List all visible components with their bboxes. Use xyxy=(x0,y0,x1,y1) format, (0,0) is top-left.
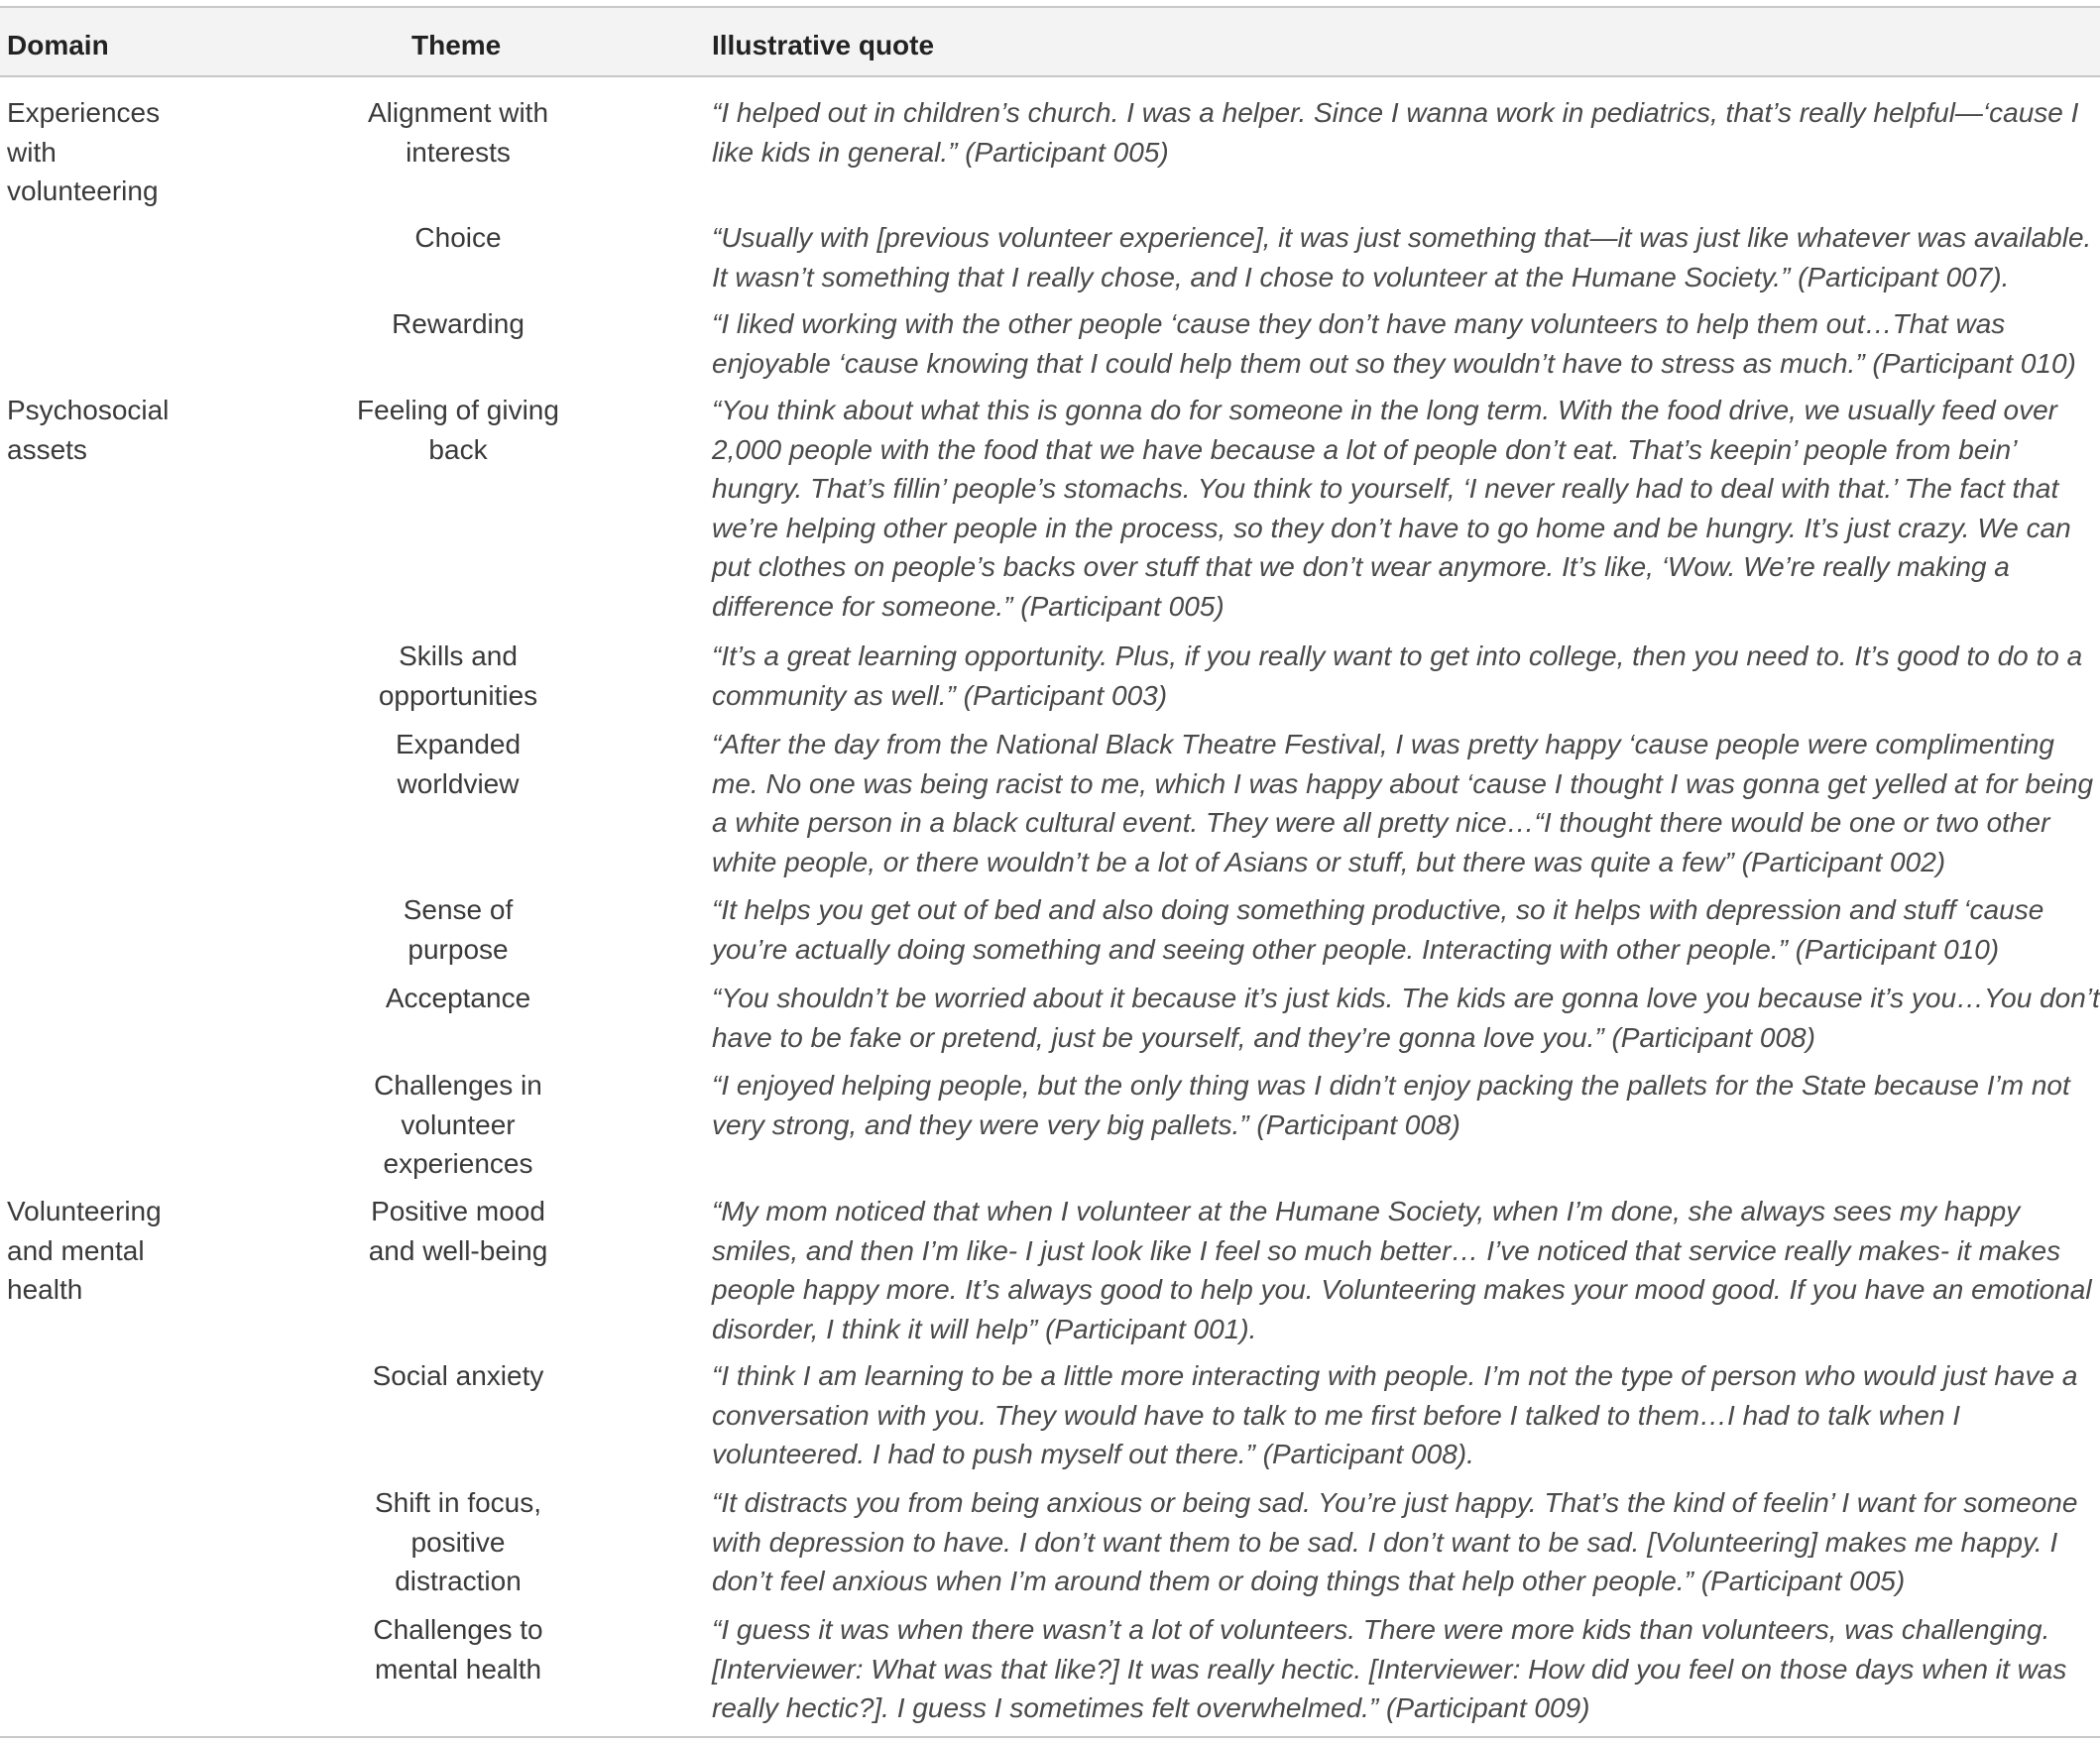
quote-cell: “I liked working with the other people ‘cause they don’t have many volunteers to help them out…That was enjoyable ‘cause knowing that I could help them out so they wouldn’t have to stress as much.” (Participant 010) xyxy=(712,308,2076,379)
top-rule xyxy=(0,6,2100,8)
theme-cell: Feeling of giving back xyxy=(357,395,559,465)
theme-cell: Social anxiety xyxy=(372,1360,544,1391)
quote-cell: “I enjoyed helping people, but the only thing was I didn’t enjoy packing the pallets for the State because I’m not very strong, and they were very big pallets.” (Participant 008) xyxy=(712,1070,2070,1140)
quote-cell: “I think I am learning to be a little more interacting with people. I’m not the type of person who would just have a conversation with you. They would have to talk to me first before I talked to them…I had to talk when I volunteered. I had to push myself out there.” (Participant 008). xyxy=(712,1360,2078,1469)
quote-cell: “It distracts you from being anxious or being sad. You’re just happy. That’s the kind of feelin’ I want for someone with depression to have. I don’t want them to be sad. I don’t want to be sad. [Volunteering] makes me happy. I don’t feel anxious when I’m around them or doing things that help other people.” (Participant 005) xyxy=(712,1487,2078,1596)
header-rule xyxy=(0,75,2100,77)
theme-cell: Alignment with interests xyxy=(367,97,549,168)
bottom-rule xyxy=(0,1736,2100,1738)
theme-cell: Challenges to mental health xyxy=(373,1614,543,1685)
header-domain: Domain xyxy=(7,30,109,60)
theme-cell: Rewarding xyxy=(392,308,525,339)
theme-cell: Acceptance xyxy=(385,983,531,1013)
theme-cell: Challenges in volunteer experiences xyxy=(374,1070,542,1179)
theme-cell: Positive mood and well-being xyxy=(368,1196,548,1266)
quote-cell: “Usually with [previous volunteer experience], it was just something that—it was just like whatever was available. It wasn’t something that I really chose, and I chose to volunteer at the Humane Society.” (Participant 007). xyxy=(712,222,2092,292)
theme-cell: Expanded worldview xyxy=(395,729,522,799)
quote-cell: “After the day from the National Black Theatre Festival, I was pretty happy ‘cause people were complimenting me. No one was being racist to me, which I was happy about ‘cause I thought I was gonna get yelled at for being a white person in a black cultural event. They were all pretty nice…“I thought there would be one or two other white people, or there wouldn’t be a lot of Asians or stuff, but there was quite a few” (Participant 002) xyxy=(712,729,2094,877)
quote-cell: “It helps you get out of bed and also doing something productive, so it helps with depression and stuff ‘cause you’re actually doing something and seeing other people. Interacting with other people.” (Participant 010) xyxy=(712,894,2044,965)
theme-cell: Choice xyxy=(414,222,502,253)
theme-cell: Sense of purpose xyxy=(403,894,514,965)
table-header xyxy=(0,6,2100,75)
domain-cell: Experiences with volunteering xyxy=(7,97,161,206)
quote-cell: “I helped out in children’s church. I was a helper. Since I wanna work in pediatrics, that’s really helpful—‘cause I like kids in general.” (Participant 005) xyxy=(712,97,2079,168)
quote-cell: “My mom noticed that when I volunteer at the Humane Society, when I’m done, she always sees my happy smiles, and then I’m like- I just look like I feel so much better… I’ve noticed that service really makes- it makes people happy more. It’s always good to help you. Volunteering makes your mood good. If you have an emotional disorder, I think it will help” (Participant 001). xyxy=(712,1196,2092,1344)
quote-cell: “It’s a great learning opportunity. Plus, if you really want to get into college, then you need to. It’s good to do to a community as well.” (Participant 003) xyxy=(712,640,2083,711)
quote-cell: “You shouldn’t be worried about it because it’s just kids. The kids are gonna love you because it’s you…You don’t have to be fake or pretend, just be yourself, and they’re gonna love you.” (Participant 008) xyxy=(712,983,2100,1053)
theme-cell: Shift in focus, positive distraction xyxy=(374,1487,542,1596)
header-quote: Illustrative quote xyxy=(712,30,935,60)
domain-cell: Psychosocial assets xyxy=(7,395,170,465)
header-theme: Theme xyxy=(411,30,502,60)
theme-cell: Skills and opportunities xyxy=(378,640,538,711)
quote-cell: “You think about what this is gonna do for someone in the long term. With the food drive, we usually feed over 2,000 people with the food that we have because a lot of people don’t eat. That’s keepin’ people from bein’ hungry. That’s fillin’ people’s stomachs. You think to yourself, ‘I never really had to deal with that.’ The fact that we’re helping other people in the process, so they don’t have to go home and be hungry. It’s just crazy. We can put clothes on people’s backs over stuff that we don’t wear anymore. It’s like, ‘Wow. We’re really making a difference for someone.” (Participant 005) xyxy=(712,395,2071,622)
quote-cell: “I guess it was when there wasn’t a lot of volunteers. There were more kids than volunteers, was challenging. [Interviewer: What was that like?] It was really hectic. [Interviewer: How did you feel on those days when it was really hectic?]. I guess I sometimes felt overwhelmed.” (Participant 009) xyxy=(712,1614,2067,1723)
domain-cell: Volunteering and mental health xyxy=(7,1196,162,1305)
